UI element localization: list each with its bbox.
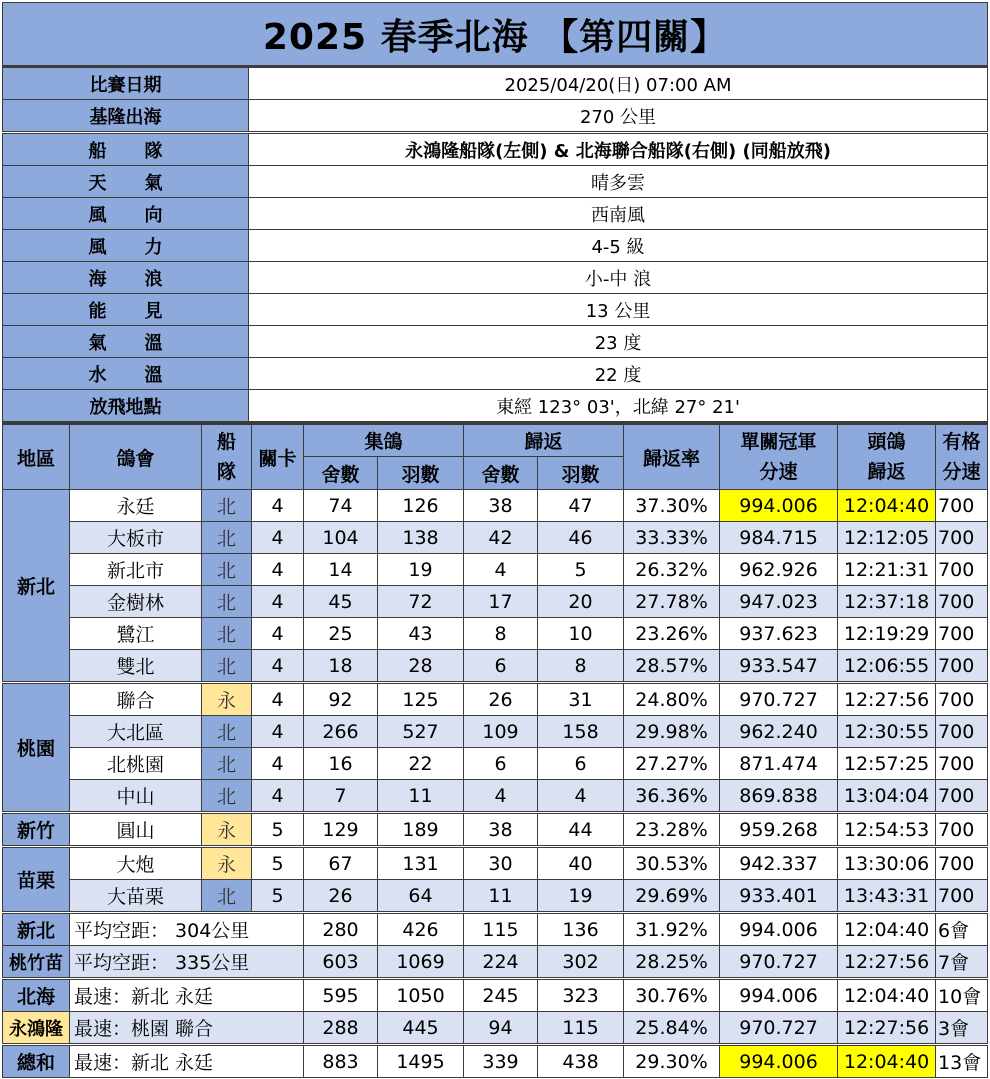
summary-c-birds: 445 bbox=[378, 1012, 464, 1045]
info-label: 風力 bbox=[3, 230, 249, 262]
table-row bbox=[3, 618, 988, 650]
value-rate: 30.53% bbox=[624, 847, 720, 880]
info-row bbox=[3, 198, 988, 230]
summary-row bbox=[3, 1012, 988, 1045]
value-first: 12:19:29 bbox=[838, 618, 936, 650]
value-qualify: 700 bbox=[936, 490, 988, 522]
region-cell: 苗栗 bbox=[3, 847, 70, 913]
summary-c-birds: 1069 bbox=[378, 946, 464, 979]
value-champ: 869.838 bbox=[720, 780, 838, 813]
info-row bbox=[3, 67, 988, 100]
summary-desc: 平均空距： 304公里 bbox=[70, 913, 304, 946]
summary-champ: 994.006 bbox=[720, 979, 838, 1012]
value-qualify: 700 bbox=[936, 880, 988, 913]
value-r-birds: 31 bbox=[538, 683, 624, 716]
fleet-badge: 北 bbox=[202, 554, 252, 586]
value-qualify: 700 bbox=[936, 650, 988, 683]
summary-first: 12:27:56 bbox=[838, 946, 936, 979]
table-row bbox=[3, 880, 988, 913]
fleet-badge: 北 bbox=[202, 522, 252, 554]
info-row bbox=[3, 358, 988, 390]
summary-c-lofts: 280 bbox=[304, 913, 378, 946]
value-r-birds: 4 bbox=[538, 780, 624, 813]
info-row bbox=[3, 133, 988, 166]
value-first: 12:21:31 bbox=[838, 554, 936, 586]
region-cell: 新竹 bbox=[3, 813, 70, 847]
value-champ: 947.023 bbox=[720, 586, 838, 618]
info-label: 船隊 bbox=[3, 133, 249, 166]
value-qualify: 700 bbox=[936, 683, 988, 716]
value-rate: 27.78% bbox=[624, 586, 720, 618]
stage-cell: 4 bbox=[252, 748, 304, 780]
summary-qualify: 13會 bbox=[936, 1045, 988, 1078]
value-rate: 27.27% bbox=[624, 748, 720, 780]
summary-c-lofts: 883 bbox=[304, 1045, 378, 1078]
value-champ: 942.337 bbox=[720, 847, 838, 880]
info-value: 13 公里 bbox=[249, 294, 988, 326]
value-qualify: 700 bbox=[936, 554, 988, 586]
info-label: 風向 bbox=[3, 198, 249, 230]
value-r-lofts: 4 bbox=[464, 554, 538, 586]
info-row bbox=[3, 100, 988, 133]
value-r-lofts: 30 bbox=[464, 847, 538, 880]
summary-c-birds: 1495 bbox=[378, 1045, 464, 1078]
value-qualify: 700 bbox=[936, 813, 988, 847]
value-c-lofts: 45 bbox=[304, 586, 378, 618]
table-row bbox=[3, 847, 988, 880]
value-r-birds: 10 bbox=[538, 618, 624, 650]
table-row bbox=[3, 554, 988, 586]
stage-cell: 5 bbox=[252, 813, 304, 847]
value-c-birds: 126 bbox=[378, 490, 464, 522]
value-rate: 36.36% bbox=[624, 780, 720, 813]
club-name: 鷺江 bbox=[70, 618, 202, 650]
value-champ: 933.401 bbox=[720, 880, 838, 913]
value-c-lofts: 92 bbox=[304, 683, 378, 716]
fleet-badge: 北 bbox=[202, 780, 252, 813]
stage-cell: 4 bbox=[252, 780, 304, 813]
fleet-badge: 永 bbox=[202, 847, 252, 880]
summary-row bbox=[3, 979, 988, 1012]
value-c-birds: 43 bbox=[378, 618, 464, 650]
fleet-badge: 北 bbox=[202, 490, 252, 522]
header-return-lofts: 舍數 bbox=[464, 457, 538, 490]
value-champ: 994.006 bbox=[720, 490, 838, 522]
summary-champ: 970.727 bbox=[720, 1012, 838, 1045]
value-rate: 26.32% bbox=[624, 554, 720, 586]
value-c-birds: 28 bbox=[378, 650, 464, 683]
summary-r-lofts: 224 bbox=[464, 946, 538, 979]
club-name: 雙北 bbox=[70, 650, 202, 683]
summary-label: 新北 bbox=[3, 913, 70, 946]
summary-qualify: 3會 bbox=[936, 1012, 988, 1045]
info-label: 基隆出海 bbox=[3, 100, 249, 133]
info-value: 西南風 bbox=[249, 198, 988, 230]
summary-c-lofts: 603 bbox=[304, 946, 378, 979]
value-c-lofts: 104 bbox=[304, 522, 378, 554]
club-name: 圓山 bbox=[70, 813, 202, 847]
summary-qualify: 7會 bbox=[936, 946, 988, 979]
header-return-birds: 羽數 bbox=[538, 457, 624, 490]
club-name: 永廷 bbox=[70, 490, 202, 522]
value-first: 12:57:25 bbox=[838, 748, 936, 780]
table-row bbox=[3, 813, 988, 847]
summary-r-lofts: 115 bbox=[464, 913, 538, 946]
table-row bbox=[3, 683, 988, 716]
info-value: 270 公里 bbox=[249, 100, 988, 133]
value-champ: 871.474 bbox=[720, 748, 838, 780]
region-cell: 新北 bbox=[3, 490, 70, 683]
stage-cell: 4 bbox=[252, 618, 304, 650]
club-name: 金樹林 bbox=[70, 586, 202, 618]
table-row bbox=[3, 522, 988, 554]
value-c-lofts: 7 bbox=[304, 780, 378, 813]
header-champ: 單關冠軍 分速 bbox=[720, 424, 838, 490]
header-collect: 集鴿 bbox=[304, 424, 464, 457]
summary-row bbox=[3, 946, 988, 979]
value-qualify: 700 bbox=[936, 716, 988, 748]
fleet-badge: 北 bbox=[202, 716, 252, 748]
summary-r-birds: 438 bbox=[538, 1045, 624, 1078]
info-label: 水溫 bbox=[3, 358, 249, 390]
value-c-birds: 22 bbox=[378, 748, 464, 780]
value-c-lofts: 18 bbox=[304, 650, 378, 683]
summary-label: 北海 bbox=[3, 979, 70, 1012]
summary-r-lofts: 245 bbox=[464, 979, 538, 1012]
table-row bbox=[3, 716, 988, 748]
summary-row bbox=[3, 913, 988, 946]
value-rate: 33.33% bbox=[624, 522, 720, 554]
value-c-lofts: 25 bbox=[304, 618, 378, 650]
info-value: 晴多雲 bbox=[249, 166, 988, 198]
value-c-birds: 19 bbox=[378, 554, 464, 586]
header-rate: 歸返率 bbox=[624, 424, 720, 490]
club-name: 大北區 bbox=[70, 716, 202, 748]
club-name: 大炮 bbox=[70, 847, 202, 880]
value-r-lofts: 26 bbox=[464, 683, 538, 716]
value-r-birds: 44 bbox=[538, 813, 624, 847]
info-value: 小-中 浪 bbox=[249, 262, 988, 294]
value-r-birds: 6 bbox=[538, 748, 624, 780]
value-r-lofts: 38 bbox=[464, 813, 538, 847]
race-header-table bbox=[2, 2, 988, 422]
stage-cell: 4 bbox=[252, 554, 304, 586]
fleet-badge: 北 bbox=[202, 880, 252, 913]
results-table bbox=[2, 422, 988, 1078]
value-r-lofts: 17 bbox=[464, 586, 538, 618]
header-region: 地區 bbox=[3, 424, 70, 490]
stage-cell: 5 bbox=[252, 847, 304, 880]
value-champ: 959.268 bbox=[720, 813, 838, 847]
info-label: 比賽日期 bbox=[3, 67, 249, 100]
value-qualify: 700 bbox=[936, 748, 988, 780]
club-name: 新北市 bbox=[70, 554, 202, 586]
fleet-badge: 北 bbox=[202, 650, 252, 683]
table-row bbox=[3, 586, 988, 618]
info-label: 放飛地點 bbox=[3, 390, 249, 422]
value-r-birds: 19 bbox=[538, 880, 624, 913]
value-c-birds: 527 bbox=[378, 716, 464, 748]
value-rate: 23.28% bbox=[624, 813, 720, 847]
value-c-birds: 138 bbox=[378, 522, 464, 554]
summary-champ: 994.006 bbox=[720, 913, 838, 946]
value-r-lofts: 6 bbox=[464, 650, 538, 683]
info-row bbox=[3, 294, 988, 326]
summary-c-lofts: 288 bbox=[304, 1012, 378, 1045]
table-row bbox=[3, 490, 988, 522]
summary-c-birds: 426 bbox=[378, 913, 464, 946]
summary-r-birds: 136 bbox=[538, 913, 624, 946]
summary-champ: 970.727 bbox=[720, 946, 838, 979]
value-rate: 24.80% bbox=[624, 683, 720, 716]
value-rate: 37.30% bbox=[624, 490, 720, 522]
page-title: 2025 春季北海 【第四關】 bbox=[3, 3, 988, 67]
value-r-birds: 40 bbox=[538, 847, 624, 880]
value-first: 12:27:56 bbox=[838, 683, 936, 716]
header-club: 鴿會 bbox=[70, 424, 202, 490]
value-first: 13:30:06 bbox=[838, 847, 936, 880]
summary-rate: 28.25% bbox=[624, 946, 720, 979]
summary-row bbox=[3, 1045, 988, 1078]
summary-desc: 平均空距： 335公里 bbox=[70, 946, 304, 979]
summary-desc: 最速：桃園 聯合 bbox=[70, 1012, 304, 1045]
club-name: 北桃園 bbox=[70, 748, 202, 780]
value-champ: 970.727 bbox=[720, 683, 838, 716]
value-first: 12:12:05 bbox=[838, 522, 936, 554]
stage-cell: 4 bbox=[252, 716, 304, 748]
summary-desc: 最速：新北 永廷 bbox=[70, 1045, 304, 1078]
summary-first: 12:04:40 bbox=[838, 1045, 936, 1078]
value-champ: 962.926 bbox=[720, 554, 838, 586]
value-c-lofts: 14 bbox=[304, 554, 378, 586]
info-row bbox=[3, 262, 988, 294]
value-rate: 28.57% bbox=[624, 650, 720, 683]
info-label: 天氣 bbox=[3, 166, 249, 198]
value-qualify: 700 bbox=[936, 522, 988, 554]
summary-label: 永鴻隆 bbox=[3, 1012, 70, 1045]
value-c-lofts: 67 bbox=[304, 847, 378, 880]
value-c-lofts: 266 bbox=[304, 716, 378, 748]
summary-qualify: 6會 bbox=[936, 913, 988, 946]
summary-desc: 最速：新北 永廷 bbox=[70, 979, 304, 1012]
value-first: 12:54:53 bbox=[838, 813, 936, 847]
value-champ: 984.715 bbox=[720, 522, 838, 554]
value-r-birds: 5 bbox=[538, 554, 624, 586]
info-label: 氣溫 bbox=[3, 326, 249, 358]
value-c-birds: 11 bbox=[378, 780, 464, 813]
summary-c-lofts: 595 bbox=[304, 979, 378, 1012]
info-value: 23 度 bbox=[249, 326, 988, 358]
value-first: 12:30:55 bbox=[838, 716, 936, 748]
summary-c-birds: 1050 bbox=[378, 979, 464, 1012]
summary-rate: 29.30% bbox=[624, 1045, 720, 1078]
value-c-birds: 125 bbox=[378, 683, 464, 716]
value-rate: 29.98% bbox=[624, 716, 720, 748]
summary-rate: 30.76% bbox=[624, 979, 720, 1012]
club-name: 大苗栗 bbox=[70, 880, 202, 913]
summary-r-lofts: 339 bbox=[464, 1045, 538, 1078]
value-r-lofts: 38 bbox=[464, 490, 538, 522]
value-rate: 29.69% bbox=[624, 880, 720, 913]
fleet-badge: 永 bbox=[202, 683, 252, 716]
value-r-lofts: 109 bbox=[464, 716, 538, 748]
info-label: 能見 bbox=[3, 294, 249, 326]
value-c-lofts: 74 bbox=[304, 490, 378, 522]
header-collect-lofts: 舍數 bbox=[304, 457, 378, 490]
value-r-lofts: 8 bbox=[464, 618, 538, 650]
info-label: 海浪 bbox=[3, 262, 249, 294]
club-name: 大板市 bbox=[70, 522, 202, 554]
value-qualify: 700 bbox=[936, 586, 988, 618]
club-name: 聯合 bbox=[70, 683, 202, 716]
table-row bbox=[3, 650, 988, 683]
info-value: 東經 123° 03'，北緯 27° 21' bbox=[249, 390, 988, 422]
summary-first: 12:04:40 bbox=[838, 979, 936, 1012]
value-r-birds: 158 bbox=[538, 716, 624, 748]
summary-label: 總和 bbox=[3, 1045, 70, 1078]
value-r-lofts: 11 bbox=[464, 880, 538, 913]
summary-rate: 25.84% bbox=[624, 1012, 720, 1045]
value-first: 12:04:40 bbox=[838, 490, 936, 522]
value-first: 13:04:04 bbox=[838, 780, 936, 813]
value-r-lofts: 6 bbox=[464, 748, 538, 780]
fleet-badge: 北 bbox=[202, 586, 252, 618]
region-cell: 桃園 bbox=[3, 683, 70, 813]
summary-r-birds: 115 bbox=[538, 1012, 624, 1045]
stage-cell: 5 bbox=[252, 880, 304, 913]
header-first: 頭鴿 歸返 bbox=[838, 424, 936, 490]
header-fleet: 船 隊 bbox=[202, 424, 252, 490]
info-value: 22 度 bbox=[249, 358, 988, 390]
value-c-lofts: 129 bbox=[304, 813, 378, 847]
value-qualify: 700 bbox=[936, 780, 988, 813]
value-r-birds: 47 bbox=[538, 490, 624, 522]
value-r-lofts: 4 bbox=[464, 780, 538, 813]
header-return: 歸返 bbox=[464, 424, 624, 457]
value-r-lofts: 42 bbox=[464, 522, 538, 554]
stage-cell: 4 bbox=[252, 586, 304, 618]
summary-r-birds: 302 bbox=[538, 946, 624, 979]
header-qualify: 有格 分速 bbox=[936, 424, 988, 490]
summary-label: 桃竹苗 bbox=[3, 946, 70, 979]
info-value: 4-5 級 bbox=[249, 230, 988, 262]
value-c-birds: 64 bbox=[378, 880, 464, 913]
info-row bbox=[3, 166, 988, 198]
stage-cell: 4 bbox=[252, 490, 304, 522]
header-collect-birds: 羽數 bbox=[378, 457, 464, 490]
fleet-badge: 北 bbox=[202, 748, 252, 780]
info-row bbox=[3, 230, 988, 262]
value-champ: 962.240 bbox=[720, 716, 838, 748]
summary-champ: 994.006 bbox=[720, 1045, 838, 1078]
info-value: 2025/04/20(日) 07:00 AM bbox=[249, 67, 988, 100]
summary-rate: 31.92% bbox=[624, 913, 720, 946]
value-r-birds: 8 bbox=[538, 650, 624, 683]
value-first: 12:37:18 bbox=[838, 586, 936, 618]
value-c-lofts: 16 bbox=[304, 748, 378, 780]
stage-cell: 4 bbox=[252, 522, 304, 554]
value-first: 12:06:55 bbox=[838, 650, 936, 683]
summary-r-birds: 323 bbox=[538, 979, 624, 1012]
summary-first: 12:27:56 bbox=[838, 1012, 936, 1045]
race-report bbox=[2, 2, 987, 1078]
summary-first: 12:04:40 bbox=[838, 913, 936, 946]
stage-cell: 4 bbox=[252, 683, 304, 716]
value-champ: 937.623 bbox=[720, 618, 838, 650]
value-c-lofts: 26 bbox=[304, 880, 378, 913]
value-rate: 23.26% bbox=[624, 618, 720, 650]
value-c-birds: 72 bbox=[378, 586, 464, 618]
value-qualify: 700 bbox=[936, 618, 988, 650]
summary-qualify: 10會 bbox=[936, 979, 988, 1012]
value-r-birds: 46 bbox=[538, 522, 624, 554]
value-champ: 933.547 bbox=[720, 650, 838, 683]
info-row bbox=[3, 326, 988, 358]
info-row bbox=[3, 390, 988, 422]
value-qualify: 700 bbox=[936, 847, 988, 880]
table-row bbox=[3, 748, 988, 780]
value-first: 13:43:31 bbox=[838, 880, 936, 913]
club-name: 中山 bbox=[70, 780, 202, 813]
stage-cell: 4 bbox=[252, 650, 304, 683]
header-stage: 關卡 bbox=[252, 424, 304, 490]
value-r-birds: 20 bbox=[538, 586, 624, 618]
race-info bbox=[3, 67, 988, 422]
table-row bbox=[3, 780, 988, 813]
info-value: 永鴻隆船隊(左側) & 北海聯合船隊(右側) (同船放飛) bbox=[249, 133, 988, 166]
value-c-birds: 131 bbox=[378, 847, 464, 880]
fleet-badge: 北 bbox=[202, 618, 252, 650]
value-c-birds: 189 bbox=[378, 813, 464, 847]
results-body bbox=[3, 490, 988, 1078]
summary-r-lofts: 94 bbox=[464, 1012, 538, 1045]
fleet-badge: 永 bbox=[202, 813, 252, 847]
